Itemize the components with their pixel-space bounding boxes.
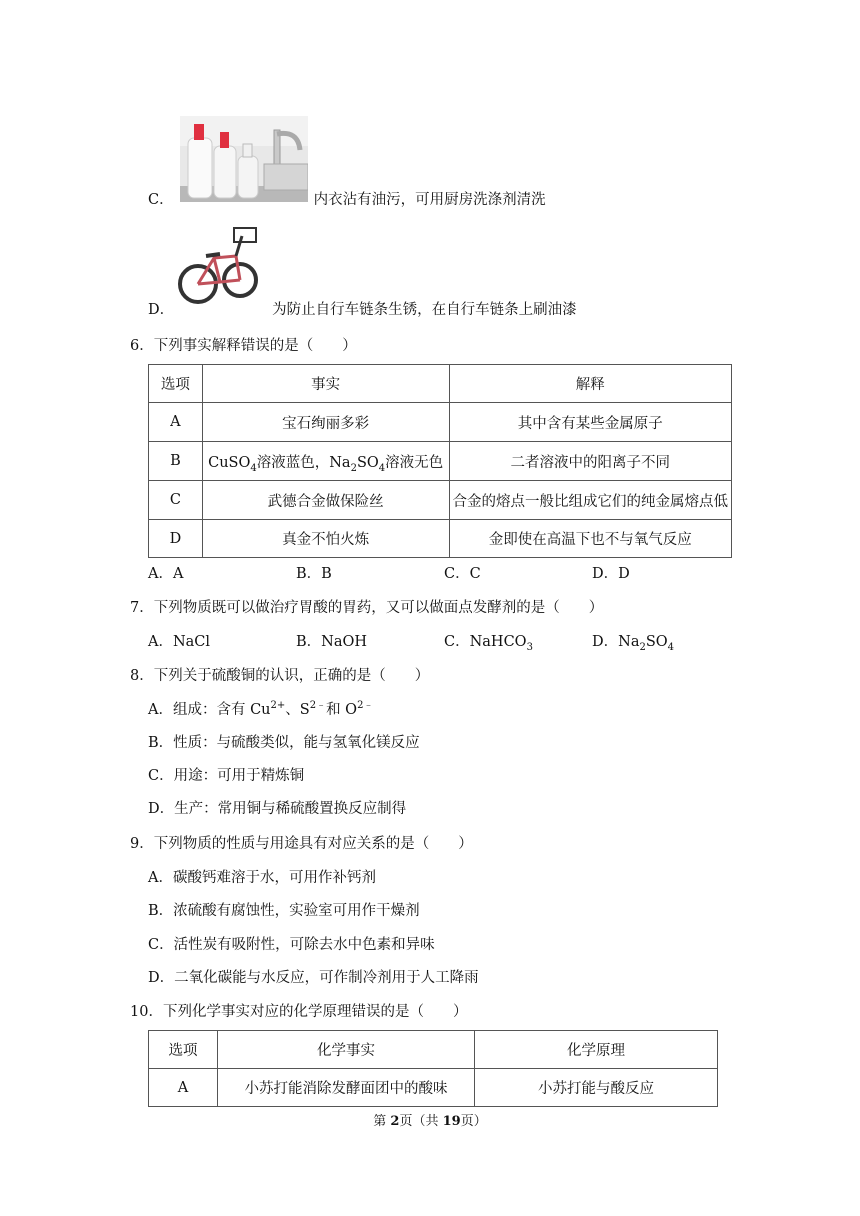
q9-option-c: C．活性炭有吸附性，可除去水中色素和异味: [148, 937, 435, 953]
table-row: [149, 520, 732, 558]
choice-a: A．A: [148, 566, 184, 582]
q9-option-a: A．碳酸钙难溶于水，可用作补钙剂: [148, 870, 376, 886]
bicycle-photo: [176, 222, 262, 310]
option-cell: D: [149, 520, 203, 558]
choice-b: B．B: [296, 566, 332, 582]
explain-cell: 其中含有某些金属原子: [449, 403, 732, 442]
choice-c: C．C: [444, 566, 481, 582]
explain-cell: 合金的熔点一般比组成它们的纯金属熔点低: [449, 481, 732, 520]
header-cell: 化学原理: [475, 1031, 718, 1069]
choice-a: A．NaCl: [148, 634, 211, 650]
page-footer: 第 2页（共 19页）: [373, 1114, 487, 1129]
option-cell: C: [149, 481, 203, 520]
page-total: 19: [442, 1114, 461, 1129]
option-cell: B: [149, 442, 203, 481]
choice-d: D．$Na_2SO_4$: [592, 634, 675, 653]
q8-option-b: B．性质：与硫酸类似，能与氢氧化镁反应: [148, 735, 420, 751]
q8-stem: 8．下列关于硫酸铜的认识，正确的是（ ）: [130, 668, 430, 684]
q5-option-c: [148, 190, 546, 210]
header-cell: 事实: [202, 365, 449, 403]
header-cell: 解释: [449, 365, 732, 403]
option-cell: A: [149, 403, 203, 442]
q10-stem: 10．下列化学事实对应的化学原理错误的是（ ）: [130, 1004, 468, 1020]
table-header-row: [149, 365, 732, 403]
header-cell: 化学事实: [218, 1031, 475, 1069]
choice-c: C．NaHCO$_3$: [444, 634, 533, 653]
q10-table: [148, 1030, 718, 1107]
fact-cell: 武德合金做保险丝: [202, 481, 449, 520]
fact-cell: 宝石绚丽多彩: [202, 403, 449, 442]
choice-d: D．D: [592, 566, 630, 582]
option-text: 内衣沾有油污，可用厨房洗涤剂清洗: [313, 192, 546, 208]
fact-cell: 真金不怕火炼: [202, 520, 449, 558]
q5-option-d: [148, 300, 577, 320]
q7-choices: [148, 632, 674, 652]
q6-stem: 6．下列事实解释错误的是（ ）: [130, 338, 357, 354]
q6-table: [148, 364, 732, 558]
option-cell: A: [149, 1069, 218, 1107]
explain-cell: 二者溶液中的阳离子不同: [449, 442, 732, 481]
explain-cell: 金即使在高温下也不与氧气反应: [449, 520, 732, 558]
principle-cell: 小苏打能与酸反应: [475, 1069, 718, 1107]
q8-option-a: A．组成：含有 $Cu^{2+}$、$S^{2﹣}$和 $O^{2﹣}$: [148, 700, 374, 718]
q6-choices: [148, 564, 630, 584]
q7-stem: 7．下列物质既可以做治疗胃酸的胃药，又可以做面点发酵剂的是（ ）: [130, 600, 604, 616]
q9-option-b: B．浓硫酸有腐蚀性，实验室可用作干燥剂: [148, 903, 420, 919]
header-cell: 选项: [149, 1031, 218, 1069]
q8-option-c: C．用途：可用于精炼铜: [148, 768, 305, 784]
option-letter: D．: [148, 302, 175, 318]
table-header-row: [149, 1031, 718, 1069]
fact-cell: 小苏打能消除发酵面团中的酸味: [218, 1069, 475, 1107]
page-number: 2: [390, 1114, 400, 1129]
table-row: [149, 481, 732, 520]
q9-option-d: D．二氧化碳能与水反应，可作制冷剂用于人工降雨: [148, 970, 479, 986]
q9-stem: 9．下列物质的性质与用途具有对应关系的是（ ）: [130, 836, 473, 852]
table-row: [149, 1069, 718, 1107]
header-cell: 选项: [149, 365, 203, 403]
option-letter: C．: [148, 192, 174, 208]
table-row: [149, 442, 732, 481]
table-row: [149, 403, 732, 442]
choice-b: B．NaOH: [296, 634, 368, 650]
option-text: 为防止自行车链条生锈，在自行车链条上刷油漆: [272, 302, 577, 318]
fact-cell: CuSO$_4$溶液蓝色，$Na_2SO_4$溶液无色: [202, 442, 449, 481]
q8-option-d: D．生产：常用铜与稀硫酸置换反应制得: [148, 801, 407, 817]
